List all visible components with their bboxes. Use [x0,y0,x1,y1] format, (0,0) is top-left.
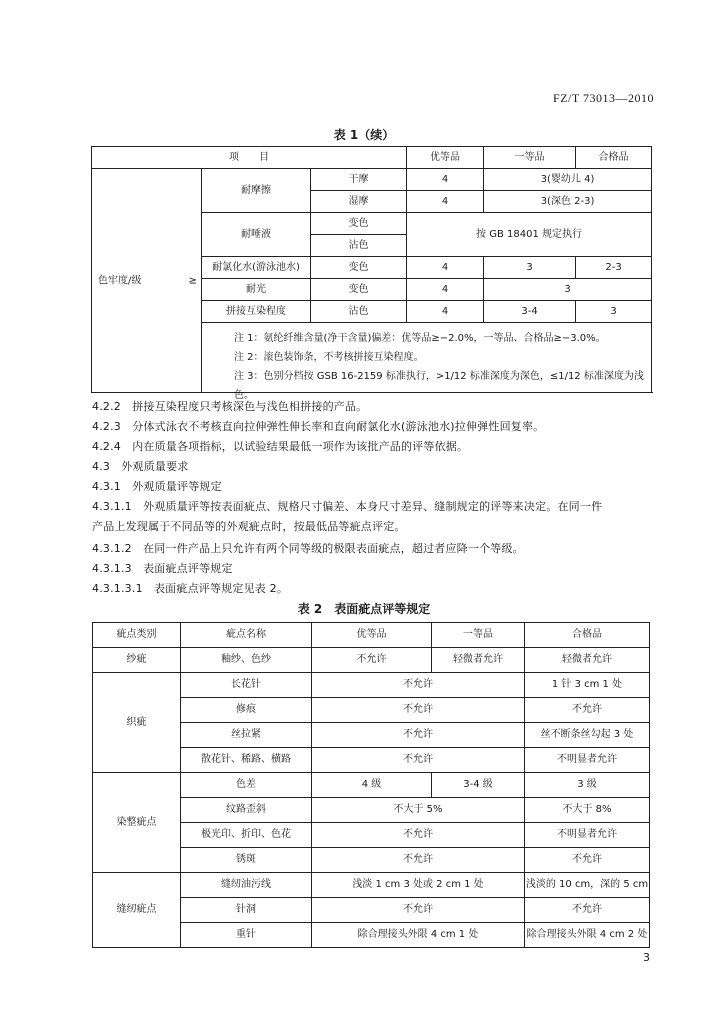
saliva-value: 按 GB 18401 规定执行 [407,213,652,257]
para-4-3-1: 4.3.1 外观质量评等规定 [92,480,222,493]
grade-2-value: 轻微者允许 [432,648,525,673]
table1 [91,146,652,401]
grade-12-value: 不允许 [312,748,525,773]
grade-12-value: 浅淡 1 cm 3 处或 2 cm 1 处 [312,873,525,898]
joint-staining-g3: 3 [576,301,652,323]
defect-name: 釉纱、色纱 [181,648,312,673]
defect-name: 纹路歪斜 [181,798,312,823]
dry-rub: 干摩 [311,169,407,191]
grade-3-value: 不允许 [525,898,650,923]
defect-name: 缝纫油污线 [181,873,312,898]
grade-12-value: 不允许 [312,723,525,748]
para-4-3-1-2: 4.3.1.2 在同一件产品上只允许有两个同等级的极限表面疵点，超过者应降一个等级。 [92,542,524,555]
defect-name: 极光印、折印、色花 [181,823,312,848]
grade-1-value: 不允许 [312,648,432,673]
table-row [93,773,650,798]
defect-name: 修痕 [181,698,312,723]
note-1: 注 1：氨纶纤维含量(净干含量)偏差：优等品≥−2.0%，一等品、合格品≥−3.0%。 [234,333,606,344]
light-fastness: 耐光 [202,279,311,301]
rub-fastness: 耐摩擦 [202,169,311,213]
dry-rub-g1: 4 [407,169,484,191]
col-grade-1: 优等品 [407,147,484,169]
defect-name: 重针 [181,923,312,948]
row-label-colorfastness [92,169,202,393]
grade-3-value: 不明显者允许 [525,748,650,773]
col-grade-2: 一等品 [432,623,525,648]
para-4-2-3: 4.2.3 分体式泳衣不考核直向拉伸弹性伸长率和直向耐氯化水(游泳池水)拉伸弹性回复率。 [92,420,545,433]
col-grade-1: 优等品 [312,623,432,648]
category-yarn: 纱疵 [93,648,181,673]
col-defect-name: 疵点名称 [181,623,312,648]
wet-rub-g23: 3(深色 2-3) [484,191,652,213]
table-row [93,648,650,673]
grade-3-value: 1 针 3 cm 1 处 [525,673,650,698]
col-grade-3: 合格品 [525,623,650,648]
chlorinated-water-g1: 4 [407,257,484,279]
joint-staining-g1: 4 [407,301,484,323]
grade-1-value: 4 级 [312,773,432,798]
grade-3-value: 3 级 [525,773,650,798]
grade-3-value: 轻微者允许 [525,648,650,673]
table1-notes [202,323,652,401]
note-3: 注 3：色别分档按 GSB 16-2159 标准执行，>1/12 标准深度为深色，≤1/12 标准深度为浅色。 [234,371,644,401]
defect-name: 长花针 [181,673,312,698]
defect-name: 散花针、稀路、横路 [181,748,312,773]
grade-3-value: 丝不断条丝勾起 3 处 [525,723,650,748]
grade-3-value: 浅淡的 10 cm，深的 5 cm [525,873,650,898]
grade-12-value: 不允许 [312,698,525,723]
table2-header-row [93,623,650,648]
note-2: 注 2：滚色装饰条，不考核拼接互染程度。 [234,352,424,363]
wet-rub-g1: 4 [407,191,484,213]
para-4-3-1-1: 4.3.1.1 外观质量评等按表面疵点、规格尺寸偏差、本身尺寸差异、缝制规定的评等来决定。在同一件 [92,500,603,513]
dry-rub-g23: 3(婴幼儿 4) [484,169,652,191]
grade-12-value: 不允许 [312,848,525,873]
saliva-staining: 沾色 [311,235,407,257]
light-fastness-g1: 4 [407,279,484,301]
wet-rub: 湿摩 [311,191,407,213]
grade-3-value: 除合理接头外限 4 cm 2 处 [525,923,650,948]
chlorinated-water-sub: 变色 [311,257,407,279]
category-knitting: 织疵 [93,673,181,773]
grade-3-value: 不大于 8% [525,798,650,823]
chlorinated-water-g3: 2-3 [576,257,652,279]
grade-12-value: 不允许 [312,898,525,923]
col-item: 项 目 [92,147,407,169]
para-4-2-2: 4.2.2 拼接互染程度只考核深色与浅色相拼接的产品。 [92,400,368,413]
table-row [93,673,650,698]
table2-caption: 表 2 表面疵点评等规定 [297,602,431,616]
col-grade-2: 一等品 [484,147,576,169]
saliva-fastness: 耐唾液 [202,213,311,257]
para-4-3-1-1-cont: 产品上发现属于不同品等的外观疵点时，按最低品等疵点评定。 [92,520,406,533]
light-fastness-sub: 变色 [311,279,407,301]
defect-name: 针洞 [181,898,312,923]
defect-name: 色差 [181,773,312,798]
ge-symbol: ≥ [188,274,197,286]
grade-3-value: 不允许 [525,698,650,723]
grade-3-value: 不允许 [525,848,650,873]
table1-caption: 表 1（续） [333,128,395,142]
table1-header-row [92,147,652,169]
standard-code: FZ/T 73013—2010 [553,91,654,105]
para-4-3-1-3-1: 4.3.1.3.1 表面疵点评等规定见表 2。 [92,582,289,595]
table-row [93,873,650,898]
defect-name: 丝拉紧 [181,723,312,748]
grade-2-value: 3-4 级 [432,773,525,798]
table2 [92,622,650,948]
joint-staining: 拼接互染程度 [202,301,311,323]
light-fastness-g23: 3 [484,279,652,301]
colorfastness-label: 色牢度/级 [98,274,142,286]
para-4-3-1-3: 4.3.1.3 表面疵点评等规定 [92,562,233,575]
category-sewing: 缝纫疵点 [93,873,181,948]
category-dyeing: 染整疵点 [93,773,181,873]
joint-staining-g2: 3-4 [484,301,576,323]
para-4-2-4: 4.2.4 内在质量各项指标，以试验结果最低一项作为该批产品的评等依据。 [92,440,469,453]
grade-12-value: 不大于 5% [312,798,525,823]
page-number: 3 [643,951,650,964]
col-defect-category: 疵点类别 [93,623,181,648]
chlorinated-water: 耐氯化水(游泳池水) [202,257,311,279]
chlorinated-water-g2: 3 [484,257,576,279]
joint-staining-sub: 沾色 [311,301,407,323]
col-grade-3: 合格品 [576,147,652,169]
para-4-3: 4.3 外观质量要求 [92,460,189,473]
grade-12-value: 除合理接头外限 4 cm 1 处 [312,923,525,948]
saliva-color-change: 变色 [311,213,407,235]
grade-12-value: 不允许 [312,673,525,698]
grade-3-value: 不明显者允许 [525,823,650,848]
grade-12-value: 不允许 [312,823,525,848]
defect-name: 锈斑 [181,848,312,873]
